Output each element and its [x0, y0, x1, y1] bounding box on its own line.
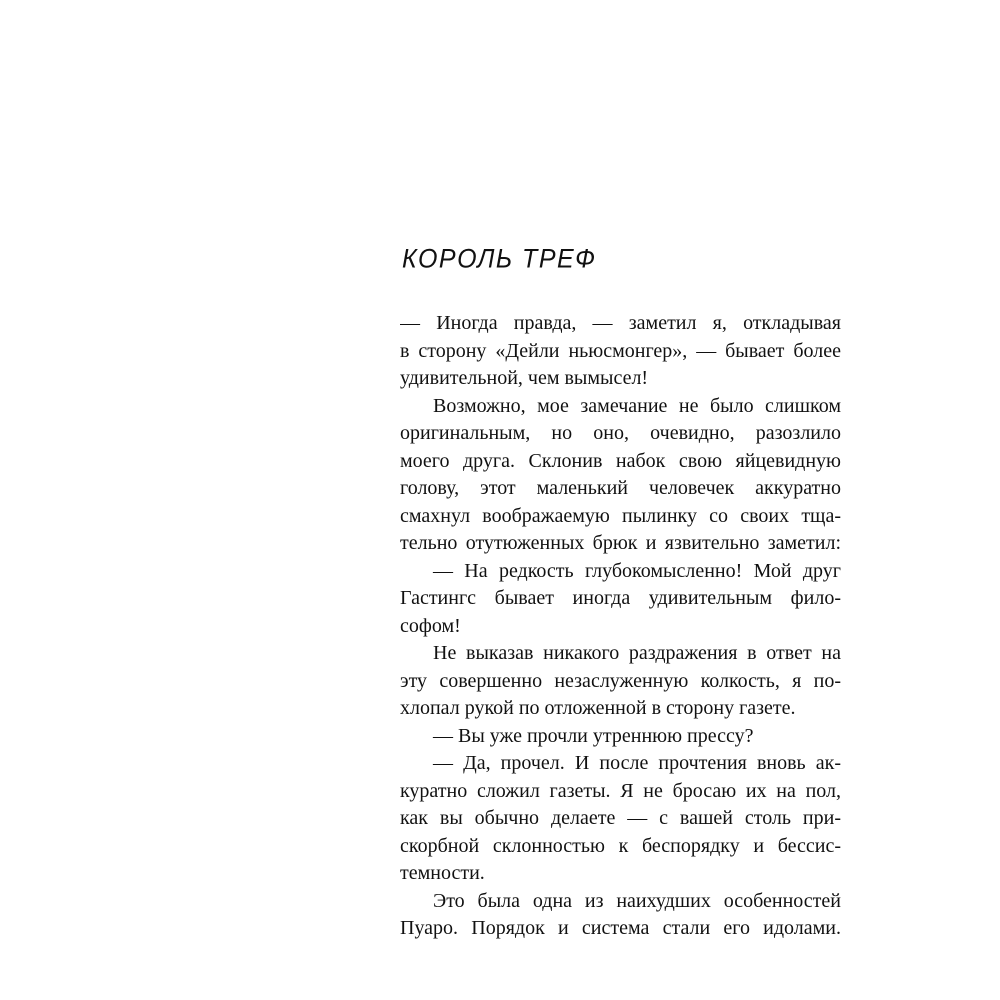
- text-line: удивительной, чем вымысел!: [400, 367, 649, 389]
- text-line: хлопал рукой по отложенной в сторону газете.: [400, 697, 796, 719]
- text-line: скорбной склонностью к беспорядку и бессис-: [400, 834, 841, 857]
- text-line: Это была одна из наихудших особенностей: [433, 889, 841, 912]
- text-line: — Да, прочел. И после прочтения вновь ак-: [433, 752, 841, 774]
- text-line: Гастингс бывает иногда удивительным фило-: [400, 587, 841, 609]
- text-line: как вы обычно делаете — с вашей столь при-: [400, 807, 841, 829]
- text-line: голову, этот маленький человечек аккуратно: [400, 477, 841, 499]
- text-line: эту совершенно незаслуженную колкость, я по-: [400, 669, 841, 692]
- chapter-title: КОРОЛЬ ТРЕФ: [402, 244, 597, 274]
- text-line: оригинальным, но оно, очевидно, разозлило: [400, 422, 841, 444]
- text-line: Не выказав никакого раздражения в ответ на: [433, 642, 841, 664]
- text-line: куратно сложил газеты. Я не бросаю их на пол,: [400, 779, 841, 802]
- text-line: смахнул воображаемую пылинку со своих тща-: [400, 504, 841, 527]
- text-line: темности.: [400, 862, 485, 884]
- text-line: — На редкость глубокомысленно! Мой друг: [433, 559, 841, 582]
- text-line: — Иногда правда, — заметил я, откладывая: [400, 312, 841, 334]
- chapter-body-text: [400, 310, 841, 943]
- text-line: моего друга. Склонив набок свою яйцевидную: [400, 449, 841, 472]
- text-line: в сторону «Дейли ньюсмонгер», — бывает более: [400, 339, 841, 362]
- text-line: — Вы уже прочли утреннюю прессу?: [433, 724, 754, 747]
- text-line: Возможно, мое замечание не было слишком: [433, 394, 841, 417]
- text-line: софом!: [400, 614, 461, 637]
- text-line: Пуаро. Порядок и система стали его идолами.: [400, 917, 841, 939]
- text-line: тельно отутюженных брюк и язвительно заметил:: [400, 532, 841, 554]
